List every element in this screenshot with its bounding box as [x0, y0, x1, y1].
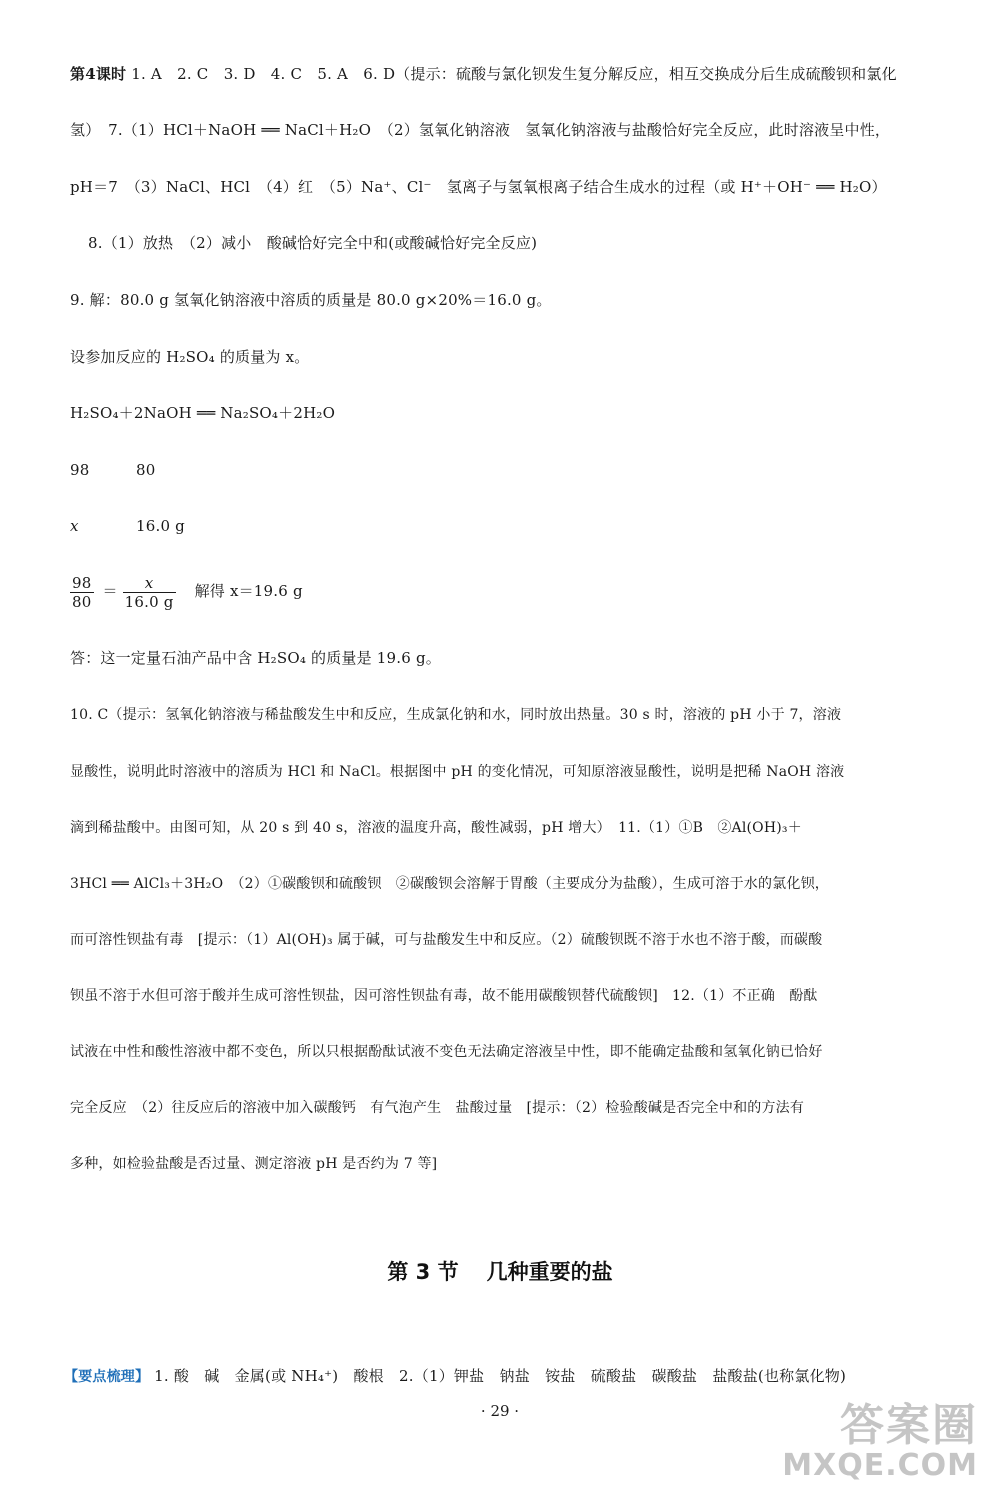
lesson4-line-2: 氢） 7.（1）HCl＋NaOH ══ NaCl＋H₂O （2）氢氧化钠溶液 氢氧化钠溶液与盐酸恰好完全反应，此时溶液呈中性， — [70, 121, 891, 139]
lesson4-line-3: pH＝7 （3）NaCl、HCl （4）红 （5）Na⁺、Cl⁻ 氢离子与氢氧根离子结合生成水的过程（或 H⁺＋OH⁻ ══ H₂O） — [70, 178, 887, 196]
watermark-url: MXQE.COM — [782, 1448, 978, 1483]
lesson4-line-4: 8.（1）放热 （2）减小 酸碱恰好完全中和(或酸碱恰好完全反应) — [88, 234, 538, 252]
q9-line-2: 设参加反应的 H₂SO₄ 的质量为 x。 — [70, 348, 310, 366]
q10-line-6: 钡虽不溶于水但可溶于酸并生成可溶性钡盐，因可溶性钡盐有毒，故不能用碳酸钡替代硫酸钡] 12.（1）不正确 酚酞 — [70, 988, 818, 1004]
q10-line-3: 滴到稀盐酸中。由图可知，从 20 s 到 40 s，溶液的温度升高，酸性减弱，pH 增大） 11.（1）①B ②Al(OH)₃＋ — [70, 820, 802, 836]
section-number: 第 3 节 — [387, 1260, 459, 1284]
section-title: 几种重要的盐 — [486, 1260, 613, 1284]
q9-equation: H₂SO₄＋2NaOH ══ Na₂SO₄＋2H₂O — [70, 404, 336, 422]
q9-fraction-left-den: 80 — [72, 592, 92, 611]
lesson4-text-1: 1. A 2. C 3. D 4. C 5. A 6. D（提示：硫酸与氯化钡发生复分解反应，相互交换成分后生成硫酸钡和氯化 — [131, 65, 897, 83]
q9-fraction-left-num: 98 — [72, 573, 92, 592]
section-heading — [0, 1256, 1000, 1286]
q10-line-1: 10. C（提示：氢氧化钠溶液与稀盐酸发生中和反应，生成氯化钠和水，同时放出热量。30 s 时，溶液的 pH 小于 7，溶液 — [70, 707, 842, 723]
q10-line-7: 试液在中性和酸性溶液中都不变色，所以只根据酚酞试液不变色无法确定溶液呈中性，即不能确定盐酸和氢氧化钠已恰好 — [70, 1044, 823, 1060]
q9-fraction-right-den: 16.0 g — [124, 592, 174, 611]
q10-line-2: 显酸性，说明此时溶液中的溶质为 HCl 和 NaCl。根据图中 pH 的变化情况，可知原溶液显酸性，说明是把稀 NaOH 溶液 — [70, 764, 845, 780]
q10-line-9: 多种，如检验盐酸是否过量、测定溶液 pH 是否约为 7 等] — [70, 1156, 438, 1172]
q9-mass-ratio-b: 80 — [136, 461, 156, 479]
q9-equals-sign: ＝ — [102, 582, 118, 600]
key-points-tag: 【要点梳理】 — [64, 1369, 150, 1385]
q9-mass-ratio-a: 98 — [70, 461, 90, 479]
q10-line-4: 3HCl ══ AlCl₃＋3H₂O （2）①碳酸钡和硫酸钡 ②碳酸钡会溶解于胃酸（主要成分为盐酸），生成可溶于水的氯化钡， — [70, 876, 829, 892]
q9-unknown-a: x — [70, 517, 79, 535]
q10-line-8: 完全反应 （2）往反应后的溶液中加入碳酸钙 有气泡产生 盐酸过量 [提示：（2）检验酸碱是否完全中和的方法有 — [70, 1100, 805, 1116]
key-points-text: 1. 酸 碱 金属(或 NH₄⁺) 酸根 2.（1）钾盐 钠盐 铵盐 硫酸盐 碳酸盐 盐酸盐(也称氯化物) — [154, 1367, 847, 1385]
q9-answer: 答：这一定量石油产品中含 H₂SO₄ 的质量是 19.6 g。 — [70, 649, 441, 667]
q9-fraction-right — [123, 574, 176, 611]
page-number: · 29 · — [480, 1402, 520, 1420]
lesson4-label: 第4课时 — [70, 65, 127, 83]
q9-fraction-right-num: x — [123, 574, 176, 593]
q9-solve-text: 解得 x＝19.6 g — [194, 582, 303, 600]
q9-line-1: 9. 解：80.0 g 氢氧化钠溶液中溶质的质量是 80.0 g×20%＝16.0 g。 — [70, 291, 552, 309]
q9-unknown-b: 16.0 g — [136, 517, 185, 535]
q9-fraction-left — [70, 574, 94, 611]
q10-line-5: 而可溶性钡盐有毒 [提示：（1）Al(OH)₃ 属于碱，可与盐酸发生中和反应。（2）硫酸钡既不溶于水也不溶于酸，而碳酸 — [70, 932, 823, 948]
watermark-logo-text: 答案圈 — [840, 1400, 978, 1451]
lesson4-line-1 — [70, 64, 897, 84]
q9-proportion — [70, 572, 303, 611]
watermark — [782, 1402, 978, 1482]
key-points-line — [64, 1366, 846, 1387]
